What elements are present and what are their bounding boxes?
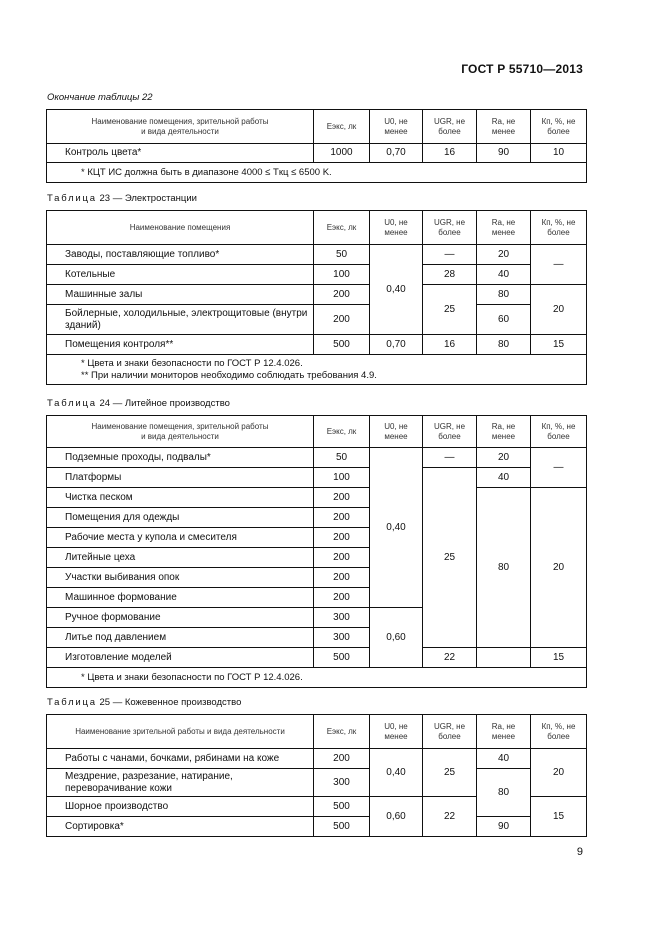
table-row-name: Помещения для одежды xyxy=(47,508,314,528)
table-row-name: Котельные xyxy=(47,265,314,285)
table-row-name: Заводы, поставляющие топливо* xyxy=(47,245,314,265)
table-row-name: Литейные цеха xyxy=(47,548,314,568)
caption-prefix: Таблица xyxy=(47,398,97,409)
cell-kp: 15 xyxy=(531,648,587,668)
table-22-caption: Окончание таблицы 22 xyxy=(47,92,153,103)
cell-u: 0,70 xyxy=(370,144,423,163)
cell-ugr-merged: 25 xyxy=(423,749,477,797)
cell-u-merged: 0,40 xyxy=(370,245,423,335)
table-row-name: Бойлерные, холодильные, электрощитовые (внутри зданий) xyxy=(47,305,314,335)
cell-kp-merged: 20 xyxy=(531,488,587,648)
caption-text: 24 — Литейное производство xyxy=(99,398,230,409)
table-row-name: Машинное формование xyxy=(47,588,314,608)
cell-ra: 20 xyxy=(477,448,531,468)
cell-ra-merged: 80 xyxy=(477,769,531,817)
table-row-name: Контроль цвета* xyxy=(47,144,314,163)
caption-text: 23 — Электростанции xyxy=(99,193,197,204)
header-u: U0, не менее xyxy=(370,715,423,749)
page-number: 9 xyxy=(576,846,583,858)
table-note: * КЦТ ИС должна быть в диапазоне 4000 ≤ Tкц ≤ 6500 K. xyxy=(47,163,587,183)
table-23-caption xyxy=(47,193,586,204)
header-u: U0, не менее xyxy=(370,211,423,245)
table-row-name: Ручное формование xyxy=(47,608,314,628)
cell-e: 50 xyxy=(314,448,370,468)
header-ra: Ra, не менее xyxy=(477,715,531,749)
cell-e: 300 xyxy=(314,608,370,628)
table-row-name: Подземные проходы, подвалы* xyxy=(47,448,314,468)
cell-ugr-merged: 22 xyxy=(423,797,477,837)
table-note-2: ** При наличии мониторов необходимо соблюдать требования 4.9. xyxy=(81,369,377,381)
table-row-name: Платформы xyxy=(47,468,314,488)
cell-e: 1000 xyxy=(314,144,370,163)
cell-e: 500 xyxy=(314,335,370,355)
cell-kp: 15 xyxy=(531,335,587,355)
header-name-line1: Наименование помещения, зрительной работы xyxy=(91,421,269,431)
header-kp-line1: Кп, %, не xyxy=(541,421,576,431)
table-23 xyxy=(46,210,587,385)
cell-e: 500 xyxy=(314,648,370,668)
header-u-line2: менее xyxy=(384,431,408,441)
cell-kp-merged: 20 xyxy=(531,749,587,797)
cell-u-merged: 0,40 xyxy=(370,448,423,608)
cell-ra: 20 xyxy=(477,245,531,265)
header-name xyxy=(47,110,314,144)
cell-ra: 80 xyxy=(477,285,531,305)
cell-e: 300 xyxy=(314,769,370,797)
header-ra-line2: менее xyxy=(491,431,516,441)
table-row-name: Помещения контроля** xyxy=(47,335,314,355)
table-25-caption xyxy=(47,697,586,708)
cell-kp: 10 xyxy=(531,144,587,163)
header-ra: Ra, не менее xyxy=(477,110,531,144)
header-e: Eэкс, лк xyxy=(314,416,370,448)
header-name-line1: Наименование помещения, зрительной работы xyxy=(91,116,269,126)
table-row-name: Чистка песком xyxy=(47,488,314,508)
cell-e: 200 xyxy=(314,568,370,588)
table-notes xyxy=(47,355,587,385)
table-23-block xyxy=(46,193,586,385)
table-note-1: * Цвета и знаки безопасности по ГОСТ Р 12.4.026. xyxy=(81,357,303,369)
cell-ugr: — xyxy=(423,245,477,265)
cell-e: 200 xyxy=(314,305,370,335)
cell-e: 500 xyxy=(314,817,370,837)
cell-ugr: — xyxy=(423,448,477,468)
cell-u-merged: 0,60 xyxy=(370,797,423,837)
header-ra xyxy=(477,416,531,448)
header-u xyxy=(370,416,423,448)
cell-kp-merged: — xyxy=(531,448,587,488)
header-kp xyxy=(531,416,587,448)
cell-e: 200 xyxy=(314,488,370,508)
table-22 xyxy=(46,109,587,183)
table-25-block xyxy=(46,697,586,837)
table-row-name: Изготовление моделей xyxy=(47,648,314,668)
header-ugr: UGR, не более xyxy=(423,715,477,749)
header-name-line2: и вида деятельности xyxy=(141,431,219,441)
header-kp: Кп, %, не более xyxy=(531,211,587,245)
cell-u: 0,70 xyxy=(370,335,423,355)
cell-ugr: 22 xyxy=(423,648,477,668)
cell-kp-merged: 20 xyxy=(531,285,587,335)
table-row-name: Машинные залы xyxy=(47,285,314,305)
cell-ra: 60 xyxy=(477,305,531,335)
cell-ra: 40 xyxy=(477,749,531,769)
header-ugr-line1: UGR, не xyxy=(433,421,466,431)
cell-e: 50 xyxy=(314,245,370,265)
table-row-name: Литье под давлением xyxy=(47,628,314,648)
cell-ugr: 16 xyxy=(423,144,477,163)
header-name-line2: и вида деятельности xyxy=(141,126,219,136)
cell-u-merged: 0,60 xyxy=(370,608,423,668)
table-row-name: Работы с чанами, бочками, рябинами на коже xyxy=(47,749,314,769)
header-ra-line1: Ra, не xyxy=(491,421,516,431)
cell-e: 300 xyxy=(314,628,370,648)
header-kp: Кп, %, не более xyxy=(531,110,587,144)
header-kp: Кп, %, не более xyxy=(531,715,587,749)
table-row-name: Участки выбивания опок xyxy=(47,568,314,588)
cell-e: 200 xyxy=(314,548,370,568)
cell-ra: 40 xyxy=(477,265,531,285)
header-ugr: UGR, не более xyxy=(423,110,477,144)
cell-u-merged: 0,40 xyxy=(370,749,423,797)
header-u-line1: U0, не xyxy=(384,421,408,431)
cell-e: 100 xyxy=(314,265,370,285)
cell-ra xyxy=(477,648,531,668)
cell-ra: 80 xyxy=(477,335,531,355)
cell-ra: 40 xyxy=(477,468,531,488)
header-name: Наименование зрительной работы и вида деятельности xyxy=(47,715,314,749)
cell-ugr-merged: 25 xyxy=(423,468,477,648)
header-e: Eэкс, лк xyxy=(314,211,370,245)
cell-ra: 90 xyxy=(477,144,531,163)
header-kp-line2: более xyxy=(547,431,570,441)
header-e: Eэкс, лк xyxy=(314,715,370,749)
table-24-caption xyxy=(47,398,586,409)
table-row-name: Мездрение, разрезание, натирание, переворачивание кожи xyxy=(47,769,314,797)
cell-kp-merged: 15 xyxy=(531,797,587,837)
table-24-block xyxy=(46,398,586,688)
cell-e: 200 xyxy=(314,285,370,305)
cell-e: 200 xyxy=(314,588,370,608)
cell-ugr: 16 xyxy=(423,335,477,355)
table-row-name: Шорное производство xyxy=(47,797,314,817)
cell-ra: 90 xyxy=(477,817,531,837)
cell-e: 200 xyxy=(314,749,370,769)
cell-kp-merged: — xyxy=(531,245,587,285)
header-ugr: UGR, не более xyxy=(423,211,477,245)
table-note: * Цвета и знаки безопасности по ГОСТ Р 12.4.026. xyxy=(47,668,587,688)
header-e: Eэкс, лк xyxy=(314,110,370,144)
cell-e: 100 xyxy=(314,468,370,488)
cell-e: 200 xyxy=(314,528,370,548)
table-22-block xyxy=(46,92,586,183)
header-name: Наименование помещения xyxy=(47,211,314,245)
caption-prefix: Таблица xyxy=(47,193,97,204)
caption-prefix: Таблица xyxy=(47,697,97,708)
cell-ra-merged: 80 xyxy=(477,488,531,648)
table-25 xyxy=(46,714,587,837)
table-row-name: Рабочие места у купола и смесителя xyxy=(47,528,314,548)
document-header: ГОСТ Р 55710—2013 xyxy=(461,62,583,76)
header-ugr xyxy=(423,416,477,448)
header-name xyxy=(47,416,314,448)
header-u: U0, не менее xyxy=(370,110,423,144)
header-ugr-line2: более xyxy=(438,431,461,441)
header-ra: Ra, не менее xyxy=(477,211,531,245)
cell-e: 500 xyxy=(314,797,370,817)
cell-e: 200 xyxy=(314,508,370,528)
caption-text: 25 — Кожевенное производство xyxy=(99,697,242,708)
table-row-name: Сортировка* xyxy=(47,817,314,837)
cell-ugr-merged: 25 xyxy=(423,285,477,335)
cell-ugr: 28 xyxy=(423,265,477,285)
table-24 xyxy=(46,415,587,688)
